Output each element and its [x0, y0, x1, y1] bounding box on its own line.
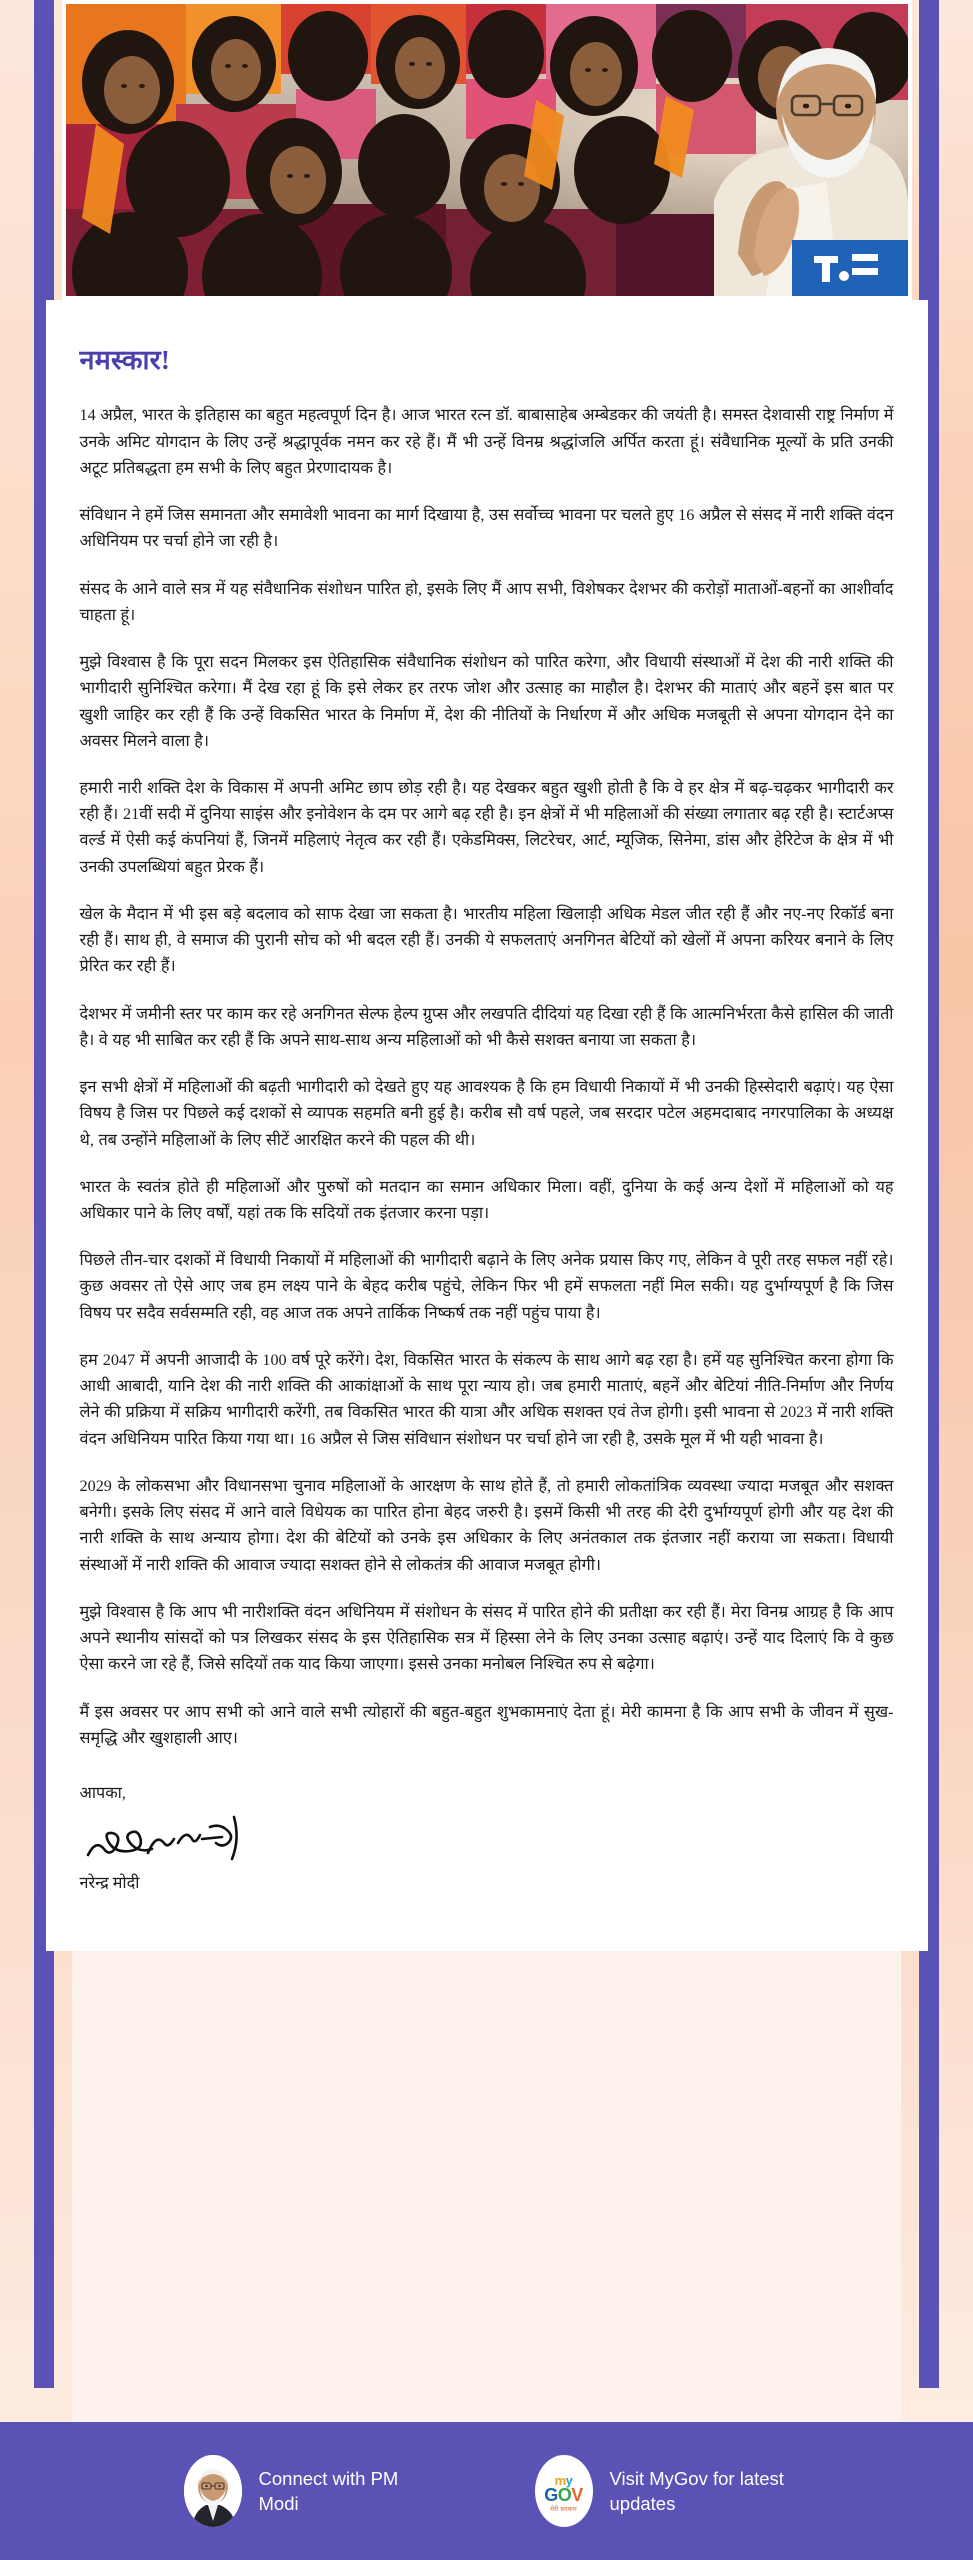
letter-paragraph: हमारी नारी शक्ति देश के विकास में अपनी अमिट छाप छोड़ रही है। यह देखकर बहुत खुशी होती है कि वे हर क्षेत्र में बढ़-चढ़कर भागीदारी कर रही हैं। 21वीं सदी में दुनिया साइंस और इनोवेशन के दम पर आगे बढ़ रही है। इन क्षेत्रों में भी महिलाओं की संख्या लगातार बढ़ रही है। स्टार्टअप्स वर्ल्ड में ऐसी कई कंपनियां हैं, जिनमें महिलाएं नेतृत्व कर रही हैं। एकेडमिक्स, लिटरेचर, आर्ट, म्यूजिक, सिनेमा, डांस और हेरिटेज के क्षेत्र में भी उनकी उपलब्धियां बहुत प्रेरक हैं। [79, 778, 894, 876]
letter-paragraph: भारत के स्वतंत्र होते ही महिलाओं और पुरुषों को मतदान का समान अधिकार मिला। वहीं, दुनिया के कई अन्य देशों में महिलाओं को यह अधिकार पाने के लिए वर्षों, यहां तक कि सदियों तक इंतजार करना पड़ा। [79, 1177, 894, 1223]
letter-paragraph: खेल के मैदान में भी इस बड़े बदलाव को साफ देखा जा सकता है। भारतीय महिला खिलाड़ी अधिक मेडल जीत रही हैं और नए-नए रिकॉर्ड बना रही हैं। साथ ही, वे समाज की पुरानी सोच को भी बदल रही हैं। उनकी ये सफलताएं अनगिनत बेटियों को खेलों में अपना करियर बनाने के लिए प्रेरित कर रही हैं। [79, 904, 894, 976]
letter-paragraph: पिछले तीन-चार दशकों में विधायी निकायों में महिलाओं की भागीदारी बढ़ाने के लिए अनेक प्रयास किए गए, लेकिन वे पूरी तरह सफल नहीं रहे। कुछ अवसर तो ऐसे आए जब हम लक्ष्य पाने के बेहद करीब पहुंचे, लेकिन फिर भी हमें सफलता नहीं मिल सकी। यह दुर्भाग्यपूर्ण है कि जिस विषय पर सदैव सर्वसम्मति रही, वह आज तक अपने तार्किक निष्कर्ष तक नहीं पहुंच पाया है। [79, 1251, 894, 1322]
letter-paragraph: 14 अप्रैल, भारत के इतिहास का बहुत महत्वपूर्ण दिन है। आज भारत रत्न डॉ. बाबासाहेब अम्बेडकर की जयंती है। समस्त देशवासी राष्ट्र निर्माण में उनके अमिट योगदान के लिए उन्हें श्रद्धापूर्वक नमन कर रहे हैं। मैं भी उन्हें विनम्र श्रद्धांजलि अर्पित करता हूं। संवैधानिक मूल्यों के प्रति उनकी अटूट प्रतिबद्धता हम सभी के लिए बहुत प्रेरणादायक है। [79, 406, 894, 477]
letter-paragraph: मुझे विश्वास है कि पूरा सदन मिलकर इस ऐतिहासिक संवैधानिक संशोधन को पारित करेगा, और विधायी संस्थाओं में देश की नारी शक्ति की भागीदारी सुनिश्चित करेगा। मैं देख रहा हूं कि इसे लेकर हर तरफ जोश और उत्साह का माहौल है। देशभर की माताएं और बहनें इस बात पर खुशी जाहिर कर रही हैं कि उन्हें विकसित भारत के निर्माण में, देश की नीतियों के निर्धारण में और अधिक मजबूती से अपना योगदान देने का अवसर मिलने वाला है। [79, 653, 894, 750]
letter-signoff: आपका, [79, 1784, 126, 1802]
letter-paragraph: मैं इस अवसर पर आप सभी को आने वाले सभी त्योहारों की बहुत-बहुत शुभकामनाएं देता हूं। मेरी कामना है कि आप सभी के जीवन में सुख-समृद्धि और खुशहाली आए। [79, 1702, 894, 1747]
letter-paragraph: देशभर में जमीनी स्तर पर काम कर रहे अनगिनत सेल्फ हेल्प ग्रुप्स और लखपति दीदियां यह दिखा रही हैं कि आत्मनिर्भरता कैसे हासिल की जाती है। वे यह भी साबित कर रही हैं कि अपने साथ-साथ अन्य महिलाओं को भी कैसे सशक्त बनाया जा सकता है। [79, 1004, 894, 1049]
footer-bar [0, 2422, 973, 2560]
letter-paragraph: मुझे विश्वास है कि आप भी नारीशक्ति वंदन अधिनियम में संशोधन के संसद में पारित होने की प्रतीक्षा कर रही हैं। मेरा विनम्र आग्रह है कि आप अपने स्थानीय सांसदों को पत्र लिखकर संसद के इस ऐतिहासिक सत्र में हिस्सा लेने के लिए उनका उत्साह बढ़ाएं। उन्हें याद दिलाएं कि वे कुछ ऐसा करने जा रहे हैं, जिसे सदियों तक याद किया जाएगा। इससे उनका मनोबल निश्चित रुप से बढ़ेगा। [79, 1602, 894, 1674]
connect-with-pm-modi-button[interactable] [184, 2455, 439, 2527]
visit-mygov-button[interactable] [535, 2455, 790, 2527]
mygov-logo-line1: my [554, 2472, 573, 2488]
pm-modi-portrait-icon [184, 2455, 242, 2527]
page-content [28, 0, 946, 1951]
mygov-logo-line3: मेरी सरकार [550, 2504, 577, 2513]
letter-paragraph: संविधान ने हमें जिस समानता और समावेशी भावना का मार्ग दिखाया है, उस सर्वोच्च भावना पर चलते हुए 16 अप्रैल से संसद में नारी शक्ति वंदन अधिनियम पर चर्चा होने जा रही है। [79, 506, 894, 551]
mygov-logo-icon [535, 2455, 593, 2527]
signature-icon [82, 1813, 894, 1865]
hero-photo-frame [62, 0, 912, 300]
letter-paragraph: इन सभी क्षेत्रों में महिलाओं की बढ़ती भागीदारी को देखते हुए यह आवश्यक है कि हम विधायी निकायों में भी उनकी हिस्सेदारी बढ़ाएं। यह ऐसा विषय है जिस पर पिछले कई दशकों से व्यापक सहमति बनी हुई है। करीब सौ वर्ष पहले, जब सरदार पटेल अहमदाबाद नगरपालिका के अध्यक्ष थे, तब उन्होंने महिलाओं के लिए सीटें आरक्षित करने की पहल की थी। [79, 1078, 894, 1149]
letter-greeting: नमस्कार! [79, 345, 171, 375]
letter-paragraph: 2029 के लोकसभा और विधानसभा चुनाव महिलाओं के आरक्षण के साथ होते हैं, तो हमारी लोकतांत्रिक व्यवस्था ज्यादा मजबूत और सशक्त बनेगी। इसके लिए संसद में आने वाले विधेयक का पारित होना बेहद जरुरी है। इसमें किसी भी तरह की देरी दुर्भाग्यपूर्ण होगी और यह देश की नारी शक्ति के साथ अन्याय होगा। देश की बेटियों को उनके इस अधिकार के लिए अनंतकाल तक इंतजार नहीं कराया जा सकता। विधायी संस्थाओं में नारी शक्ति की आवाज ज्यादा सशक्त होने से लोकतंत्र की आवाज मजबूत होगी। [79, 1476, 894, 1574]
hero-section [28, 0, 946, 300]
mygov-logo-line2: GOV [544, 2484, 583, 2505]
connect-with-pm-modi-label: Connect with PM Modi [258, 2467, 399, 2514]
signer-name: नरेन्द्र मोदी [79, 1873, 140, 1892]
letter-body [62, 300, 912, 1951]
hero-photo-illustration [66, 4, 908, 296]
letter-paragraph: संसद के आने वाले सत्र में यह संवैधानिक संशोधन पारित हो, इसके लिए मैं आप सभी, विशेषकर देशभर की करोड़ों माताओं-बहनों का आशीर्वाद चाहता हूं। [79, 579, 894, 624]
letter-paragraph: हम 2047 में अपनी आजादी के 100 वर्ष पूरे करेंगे। देश, विकसित भारत के संकल्प के साथ आगे बढ़ रहा है। हमें यह सुनिश्चित करना होगा कि आधी आबादी, यानि देश की नारी शक्ति की आकांक्षाओं के साथ पूरा न्याय हो। जब हमारी माताएं, बहनें और बेटियां नीति-निर्माण और निर्णय लेने की प्रक्रिया में सक्रिय भागीदारी करेंगी, तब विकसित भारत की यात्रा और अधिक सशक्त एवं तेज होगी। इसी भावना से 2023 में नारी शक्ति वंदन अधिनियम पारित किया गया था। 16 अप्रैल से जिस संविधान संशोधन पर चर्चा होने जा रही है, उसके मूल में भी यही भावना है। [79, 1350, 894, 1448]
pm-with-women-photo-icon [66, 4, 908, 296]
visit-mygov-label: Visit MyGov for latest updates [609, 2467, 784, 2514]
